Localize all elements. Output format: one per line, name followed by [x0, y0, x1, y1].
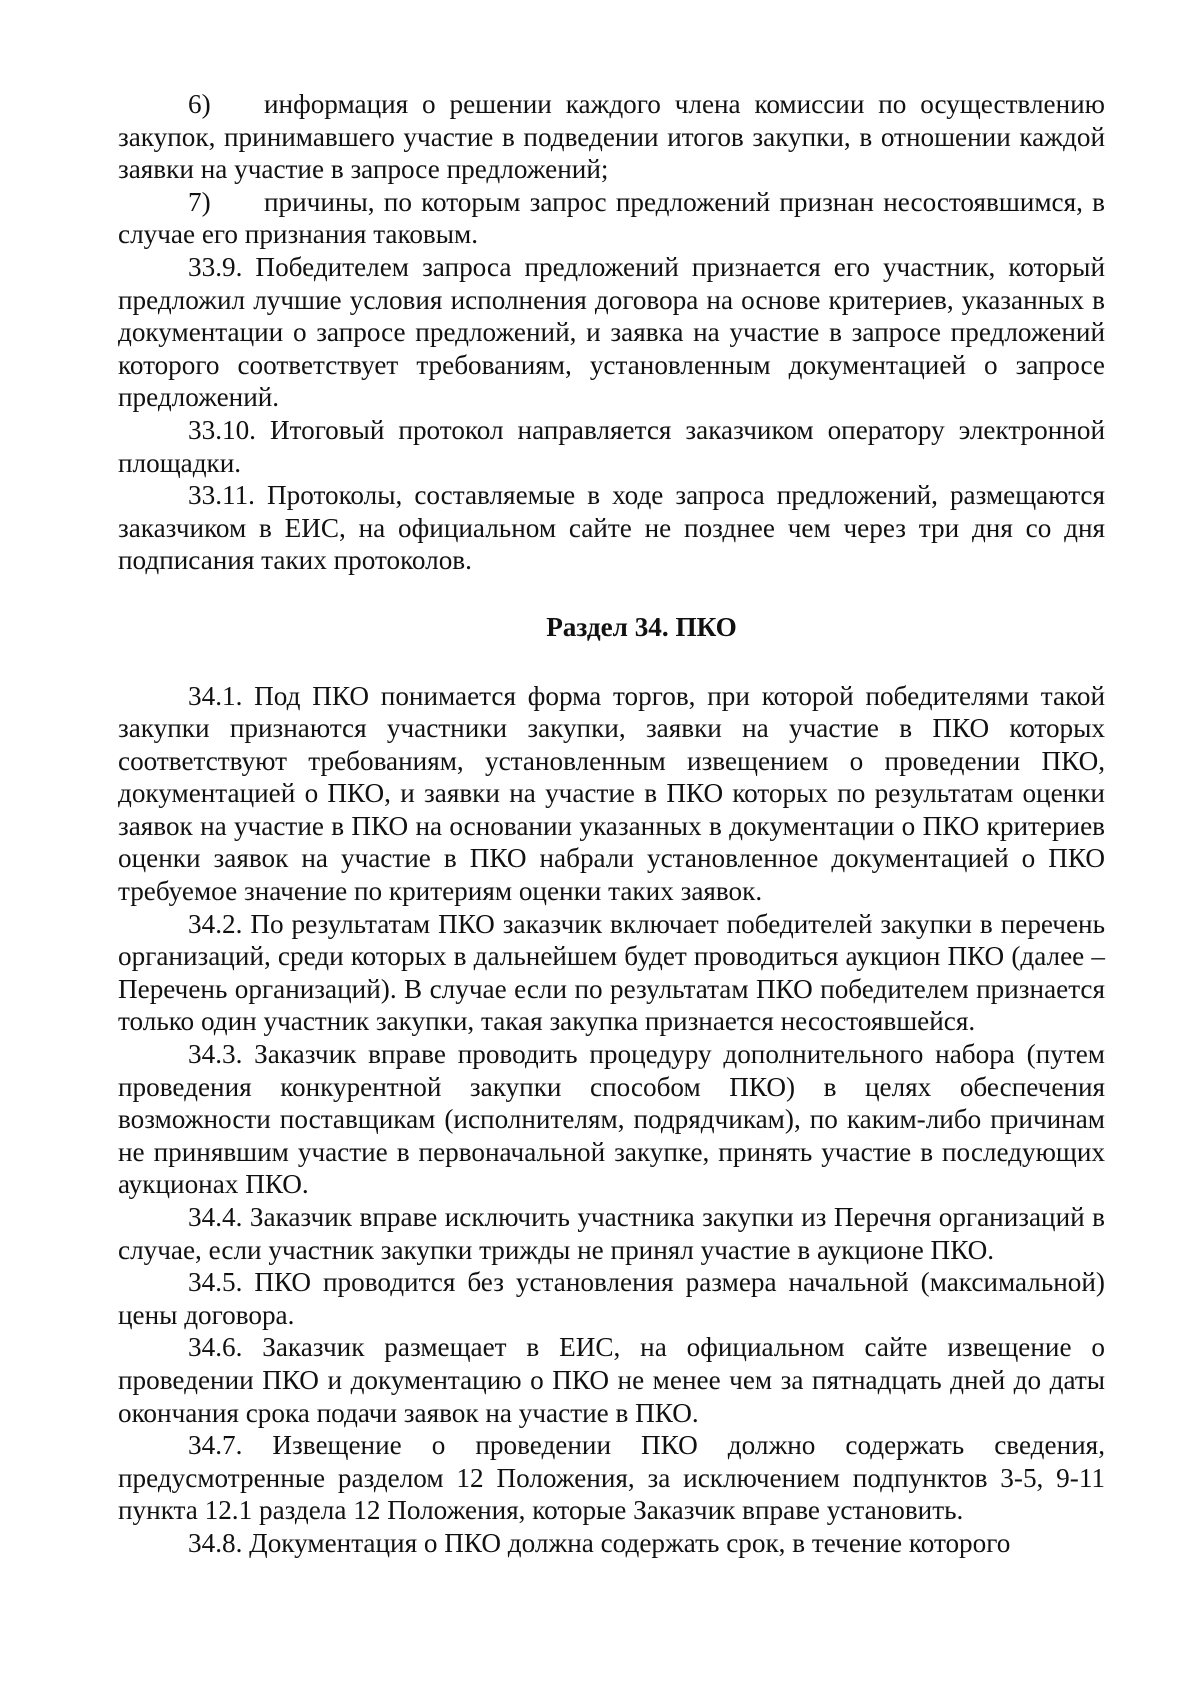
paragraph-33-10: 33.10. Итоговый протокол направляется заказчиком оператору электронной площадки.	[118, 414, 1105, 478]
list-item-text: причины, по которым запрос предложений признан несостоявшимся, в случае его признания таковым.	[118, 186, 1105, 250]
paragraph-34-4: 34.4. Заказчик вправе исключить участника закупки из Перечня организаций в случае, если участник закупки трижды не принял участие в аукционе ПКО.	[118, 1202, 1105, 1265]
paragraph-33-11: 33.11. Протоколы, составляемые в ходе запроса предложений, размещаются заказчиком в ЕИС, на официальном сайте не позднее чем через три дня со дня подписания таких протоколов.	[118, 480, 1105, 576]
list-item-number: 7)	[188, 186, 211, 217]
paragraph-34-2: 34.2. По результатам ПКО заказчик включает победителей закупки в перечень организаций, среди которых в дальнейшем будет проводиться аукцион ПКО (далее – Перечень организаций). В случае если по результатам ПКО победителем признается только один участник закупки, такая закупка признается несостоявшейся.	[118, 908, 1105, 1037]
paragraph-34-1: 34.1. Под ПКО понимается форма торгов, при которой победителями такой закупки признаются участники закупки, заявки на участие в ПКО которых соответствуют требованиям, установленным извещением о проведении ПКО, документацией о ПКО, и заявки на участие в ПКО которых по результатам оценки заявок на участие в ПКО на основании указанных в документации о ПКО критериев оценки заявок на участие в ПКО набрали установленное документацией о ПКО требуемое значение по критериям оценки таких заявок.	[118, 680, 1105, 907]
list-item-text: информация о решении каждого члена комиссии по осуществлению закупок, принимавшего участие в подведении итогов закупки, в отношении каждой заявки на участие в запросе предложений;	[118, 89, 1105, 185]
spacer	[118, 644, 1105, 680]
paragraph-34-8: 34.8. Документация о ПКО должна содержать срок, в течение которого	[188, 1527, 1011, 1558]
list-item-number: 6)	[188, 89, 211, 119]
paragraph-34-3: 34.3. Заказчик вправе проводить процедуру дополнительного набора (путем проведения конкурентной закупки способом ПКО) в целях обеспечения возможности поставщикам (исполнителям, подрядчикам), по каким-либо причинам не принявшим участие в первоначальной закупке, принять участие в последующих аукционах ПКО.	[118, 1039, 1105, 1200]
paragraph-34-5: 34.5. ПКО проводится без установления размера начальной (максимальной) цены договора.	[118, 1267, 1105, 1330]
paragraph-33-9: 33.9. Победителем запроса предложений признается его участник, который предложил лучшие условия исполнения договора на основе критериев, указанных в документации о запросе предложений, и заявка на участие в запросе предложений которого соответствует требованиям, установленным документацией о запросе предложений.	[118, 251, 1105, 413]
section-heading: Раздел 34. ПКО	[546, 611, 737, 642]
paragraph-34-7: 34.7. Извещение о проведении ПКО должно содержать сведения, предусмотренные разделом 12 Положения, за исключением подпунктов 3-5, 9-11 пункта 12.1 раздела 12 Положения, которые Заказчик вправе установить.	[118, 1430, 1105, 1526]
paragraph-34-6: 34.6. Заказчик размещает в ЕИС, на официальном сайте извещение о проведении ПКО и документацию о ПКО не менее чем за пятнадцать дней до даты окончания срока подачи заявок на участие в ПКО.	[118, 1332, 1105, 1428]
document-page	[118, 88, 1105, 1560]
list-item-7	[118, 186, 1105, 251]
list-item-6	[118, 88, 1105, 186]
spacer	[118, 577, 1105, 611]
